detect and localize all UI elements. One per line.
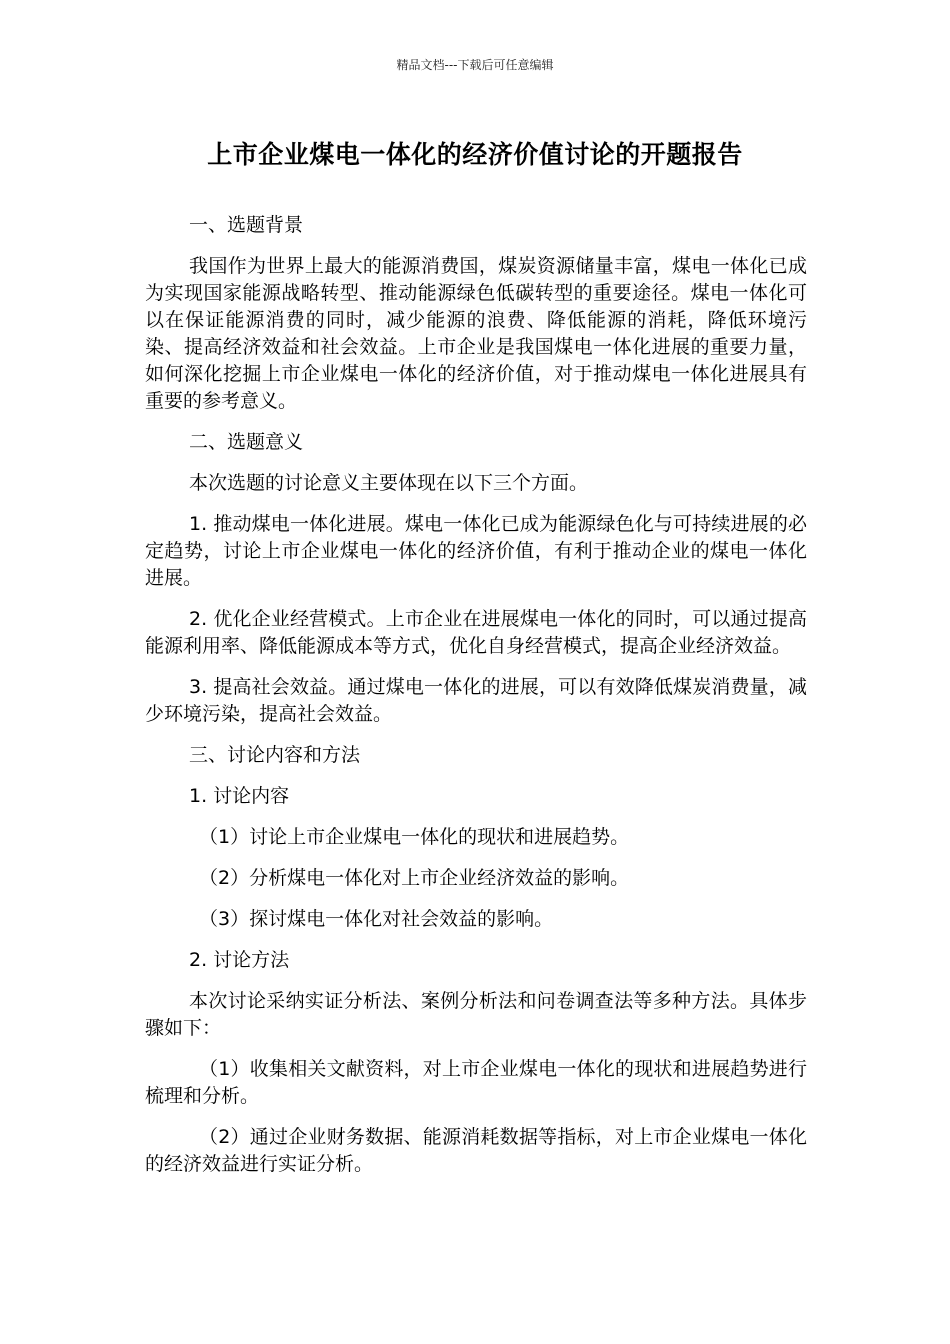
subsection-heading: 1. 讨论内容 bbox=[189, 785, 290, 807]
list-item: （2）通过企业财务数据、能源消耗数据等指标，对上市企业煤电一体化的经济效益进行实证分析。 bbox=[145, 1126, 807, 1175]
list-item: （2）分析煤电一体化对上市企业经济效益的影响。 bbox=[199, 867, 630, 889]
section-heading: 三、讨论内容和方法 bbox=[189, 744, 361, 766]
paragraph: 我国作为世界上最大的能源消费国，煤炭资源储量丰富，煤电一体化已成为实现国家能源战略转型、推动能源绿色低碳转型的重要途径。煤电一体化可以在保证能源消费的同时，减少能源的浪费、降低能源的消耗，降低环境污染、提高经济效益和社会效益。上市企业是我国煤电一体化进展的重要力量，如何深化挖掘上市企业煤电一体化的经济价值，对于推动煤电一体化进展具有重要的参考意义。 bbox=[145, 255, 807, 412]
section-heading: 一、选题背景 bbox=[189, 214, 304, 236]
document-title: 上市企业煤电一体化的经济价值讨论的开题报告 bbox=[207, 140, 743, 169]
section-heading: 二、选题意义 bbox=[189, 431, 304, 453]
subsection-heading: 2. 讨论方法 bbox=[189, 949, 290, 971]
document-body bbox=[145, 212, 807, 1192]
list-item: （1）收集相关文献资料，对上市企业煤电一体化的现状和进展趋势进行梳理和分析。 bbox=[145, 1058, 807, 1107]
list-item: 2. 优化企业经营模式。上市企业在进展煤电一体化的同时，可以通过提高能源利用率、降低能源成本等方式，优化自身经营模式，提高企业经济效益。 bbox=[145, 608, 807, 657]
paragraph: 本次选题的讨论意义主要体现在以下三个方面。 bbox=[189, 472, 589, 494]
list-item: （1）讨论上市企业煤电一体化的现状和进展趋势。 bbox=[199, 826, 630, 848]
list-item: 1. 推动煤电一体化进展。煤电一体化已成为能源绿色化与可持续进展的必定趋势，讨论上市企业煤电一体化的经济价值，有利于推动企业的煤电一体化进展。 bbox=[145, 513, 807, 589]
header-note: 精品文档---下载后可任意编辑 bbox=[396, 58, 554, 72]
list-item: 3. 提高社会效益。通过煤电一体化的进展，可以有效降低煤炭消费量，减少环境污染，提高社会效益。 bbox=[145, 676, 807, 725]
paragraph: 本次讨论采纳实证分析法、案例分析法和问卷调查法等多种方法。具体步骤如下： bbox=[145, 990, 807, 1039]
list-item: （3）探讨煤电一体化对社会效益的影响。 bbox=[199, 908, 554, 930]
